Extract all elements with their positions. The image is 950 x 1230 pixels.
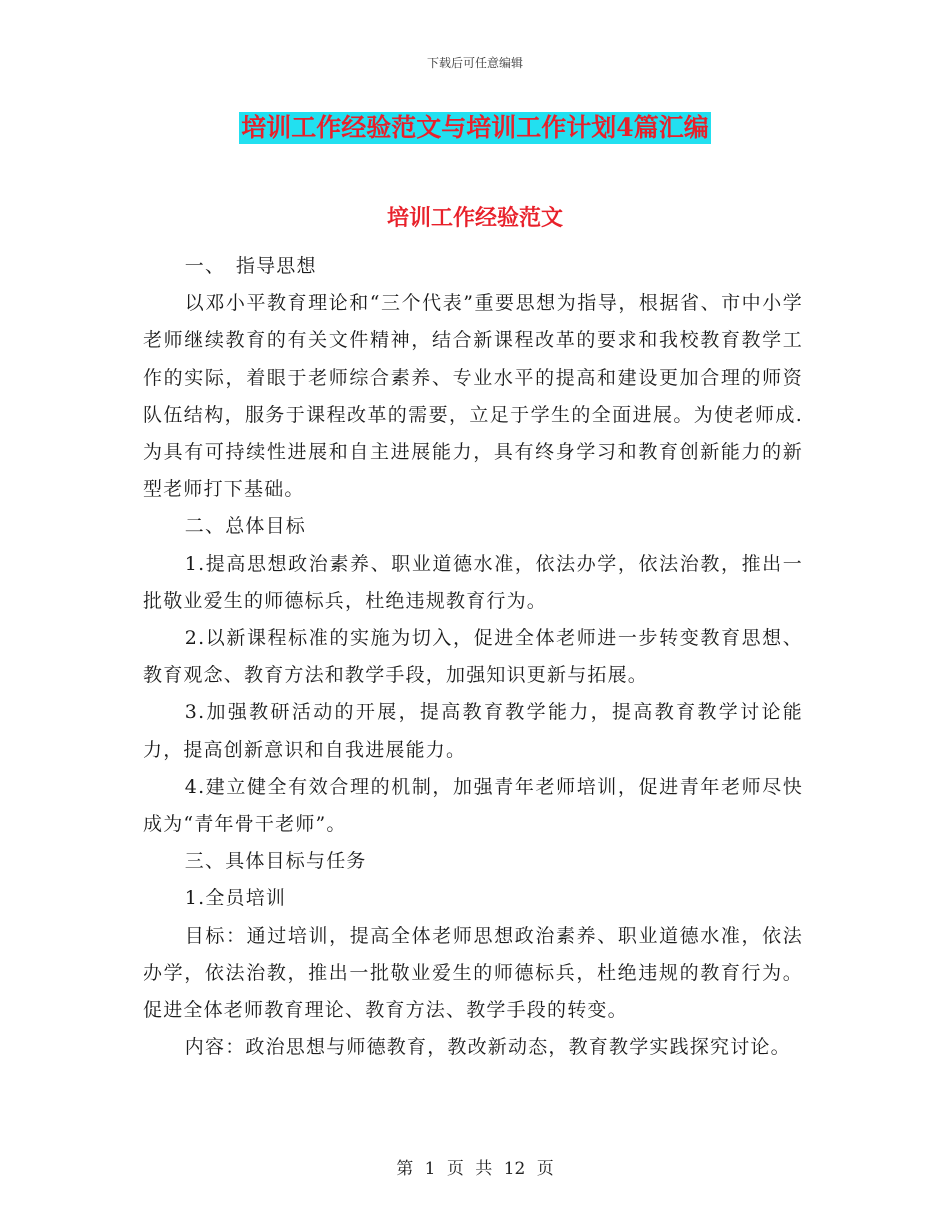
paragraph-training-target: 目标：通过培训，提高全体老师思想政治素养、职业道德水准，依法办学，依法治教，推出一批敬业爱生的师德标兵，杜绝违规的教育行为。促进全体老师教育理论、教育方法、教学手段的转变。 [143,924,803,1022]
goal-item-2: 2.以新课程标准的实施为切入，促进全体老师进一步转变教育思想、教育观念、教育方法和教学手段，加强知识更新与拓展。 [143,627,803,687]
goal-item-3: 3.加强教研活动的开展，提高教育教学能力，提高教育教学讨论能力，提高创新意识和自我进展能力。 [143,701,803,761]
section-title: 培训工作经验范文 [386,205,563,231]
header-note: 下载后可任意编辑 [426,56,523,70]
goal-item-1: 1.提高思想政治素养、职业道德水准，依法办学，依法治教，推出一批敬业爱生的师德标兵，杜绝违规教育行为。 [143,552,803,612]
page-footer: 第 1 页 共 12 页 [396,1159,554,1179]
document-title-container [0,112,950,144]
paragraph-guiding-ideology: 以邓小平教育理论和“三个代表”重要思想为指导，根据省、市中小学老师继续教育的有关文件精神，结合新课程改革的要求和我校教育教学工作的实际，着眼于老师综合素养、专业水平的提高和建设更加合理的师资队伍结构，服务于课程改革的需要，立足于学生的全面进展。为使老师成.为具有可持续性进展和自主进展能力，具有终身学习和教育创新能力的新型老师打下基础。 [143,292,803,501]
heading-overall-goals: 二、总体目标 [184,515,306,538]
heading-guiding-ideology: 一、 指导思想 [184,255,317,277]
goal-item-4: 4.建立健全有效合理的机制，加强青年老师培训，促进青年老师尽快成为“青年骨干老师”。 [143,775,803,836]
subheading-all-staff-training: 1.全员培训 [184,887,287,910]
document-title: 培训工作经验范文与培训工作计划4篇汇编 [241,113,709,142]
heading-specific-goals: 三、具体目标与任务 [184,850,367,873]
document-body [143,248,803,1066]
paragraph-training-content: 内容：政治思想与师德教育，教改新动态，教育教学实践探究讨论。 [184,1036,791,1059]
